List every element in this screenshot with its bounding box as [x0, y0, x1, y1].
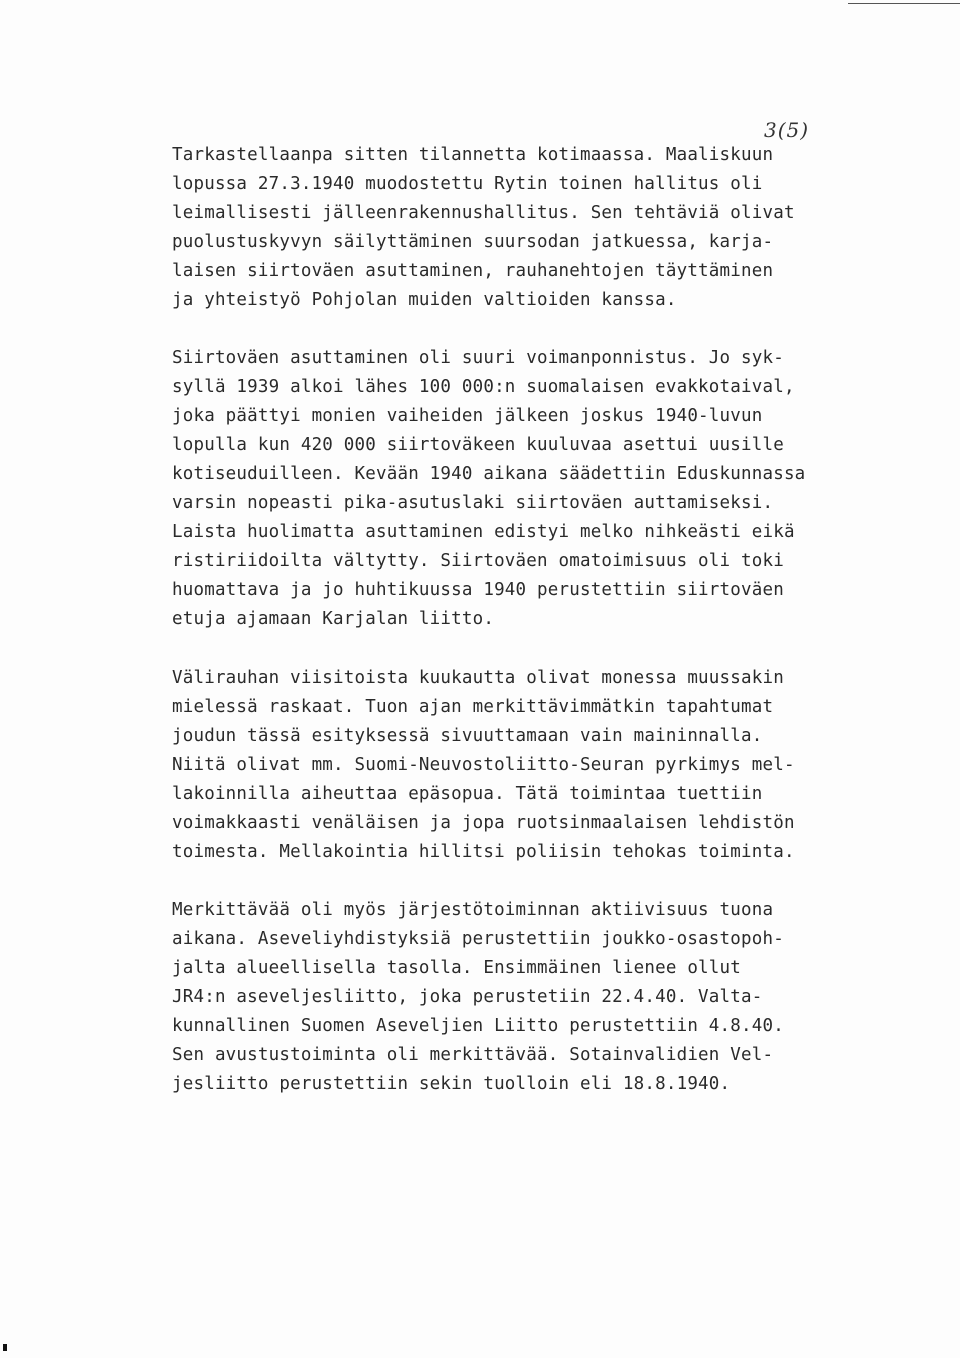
text-line: joudun tässä esityksessä sivuuttamaan vain maininnalla. — [172, 726, 763, 746]
text-line: joka päättyi monien vaiheiden jälkeen joskus 1940-luvun — [172, 406, 763, 426]
paragraph — [172, 896, 872, 1099]
text-line: Tarkastellaanpa sitten tilannetta kotimaassa. Maaliskuun — [172, 145, 774, 165]
text-line: lopussa 27.3.1940 muodostettu Rytin toinen hallitus oli — [172, 174, 763, 194]
text-line: etuja ajamaan Karjalan liitto. — [172, 609, 495, 629]
text-line: Sen avustustoiminta oli merkittävää. Sotainvalidien Vel- — [172, 1045, 774, 1065]
text-line: jalta alueellisella tasolla. Ensimmäinen lienee ollut — [172, 958, 742, 978]
text-line: voimakkaasti venäläisen ja jopa ruotsinmaalaisen lehdistön — [172, 813, 795, 833]
text-line: jesliitto perustettiin sekin tuolloin eli 18.8.1940. — [172, 1074, 731, 1094]
text-line: Niitä olivat mm. Suomi-Neuvostoliitto-Seuran pyrkimys mel- — [172, 755, 795, 775]
text-line: JR4:n aseveljesliitto, joka perustetiin 22.4.40. Valta- — [172, 987, 763, 1007]
text-line: aikana. Aseveliyhdistyksiä perustettiin joukko-osastopoh- — [172, 929, 784, 949]
text-line: lopulla kun 420 000 siirtoväkeen kuuluvaa asettui uusille — [172, 435, 784, 455]
text-line: laisen siirtoväen asuttaminen, rauhanehtojen täyttäminen — [172, 261, 774, 281]
text-line: huomattava ja jo huhtikuussa 1940 perustettiin siirtoväen — [172, 580, 784, 600]
text-line: leimallisesti jälleenrakennushallitus. Sen tehtäviä olivat — [172, 203, 795, 223]
text-line: Laista huolimatta asuttaminen edistyi melko nihkeästi eikä — [172, 522, 795, 542]
text-line: mielessä raskaat. Tuon ajan merkittävimmätkin tapahtumat — [172, 697, 774, 717]
text-line: ja yhteistyö Pohjolan muiden valtioiden kanssa. — [172, 290, 677, 310]
text-line: ristiriidoilta vältytty. Siirtoväen omatoimisuus oli toki — [172, 551, 784, 571]
paragraph — [172, 664, 872, 867]
page-number: 3(5) — [764, 118, 810, 142]
text-line: syllä 1939 alkoi lähes 100 000:n suomalaisen evakkotaival, — [172, 377, 795, 397]
text-line: Siirtoväen asuttaminen oli suuri voimanponnistus. Jo syk- — [172, 348, 784, 368]
scan-mark — [3, 1344, 7, 1351]
paragraph — [172, 344, 872, 634]
text-line: kotiseuduilleen. Kevään 1940 aikana säädettiin Eduskunnassa — [172, 464, 806, 484]
text-line: kunnallinen Suomen Aseveljien Liitto perustettiin 4.8.40. — [172, 1016, 784, 1036]
text-line: puolustuskyvyn säilyttäminen suursodan jatkuessa, karja- — [172, 232, 774, 252]
scan-edge-line — [848, 3, 960, 4]
text-line: Välirauhan viisitoista kuukautta olivat monessa muussakin — [172, 668, 784, 688]
text-line: lakoinnilla aiheuttaa epäsopua. Tätä toimintaa tuettiin — [172, 784, 763, 804]
text-line: toimesta. Mellakointia hillitsi poliisin tehokas toiminta. — [172, 842, 795, 862]
text-line: Merkittävää oli myös järjestötoiminnan aktiivisuus tuona — [172, 900, 774, 920]
text-line: varsin nopeasti pika-asutuslaki siirtoväen auttamiseksi. — [172, 493, 774, 513]
paragraph — [172, 141, 872, 315]
